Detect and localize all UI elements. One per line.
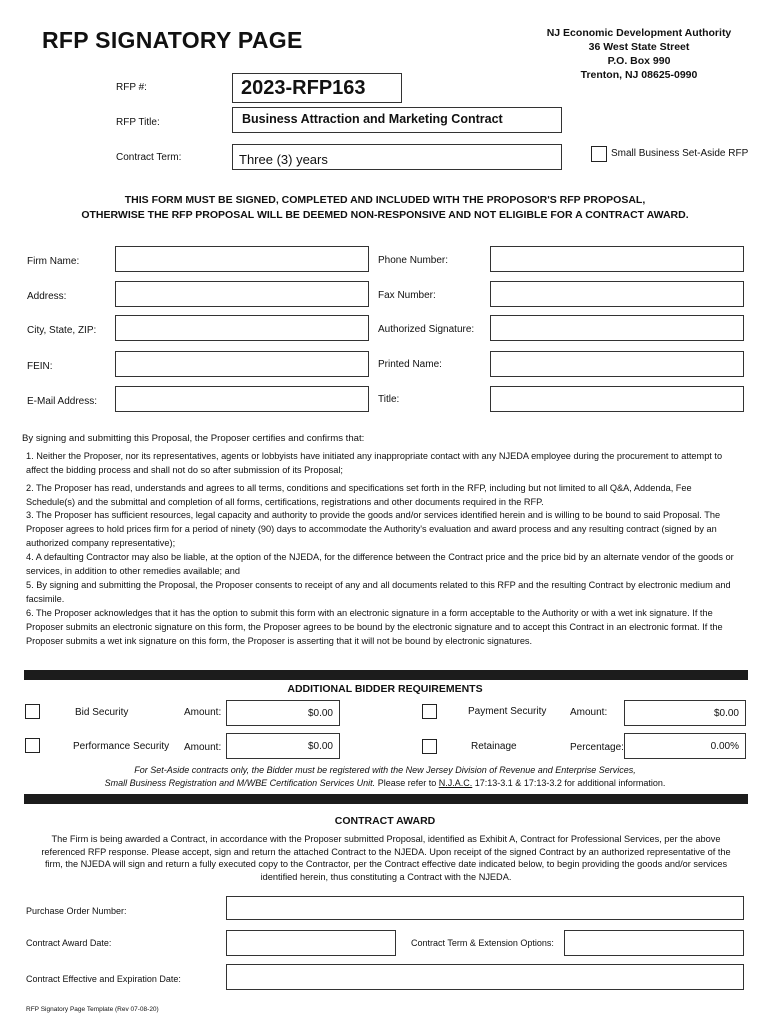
- contract-term-label: Contract Term:: [116, 152, 182, 163]
- rfp-title-label: RFP Title:: [116, 117, 160, 128]
- certify-item-2: 2. The Proposer has read, understands and agrees to all terms, conditions and specifications set forth in the RFP, including but not limited to all Q&A, Addenda, Fee Schedule(s) and the submittal and completion of all forms, certifications, registrations and other documents required in the RFP.: [26, 483, 692, 508]
- warning-line-2: OTHERWISE THE RFP PROPOSAL WILL BE DEEMED NON-RESPONSIVE AND NOT ELIGIBLE FOR A CONTRACT AWARD.: [81, 209, 689, 221]
- certify-item-5: 5. By signing and submitting the Proposal, the Proposer consents to receipt of any and all documents related to this RFP and the resulting Contract by electronic medium and facsimile.: [26, 580, 731, 605]
- rfp-number-label: RFP #:: [116, 82, 147, 93]
- city-state-zip-input[interactable]: [115, 315, 369, 341]
- retainage-checkbox[interactable]: [422, 739, 437, 754]
- percentage-label: Percentage:: [570, 742, 624, 753]
- rfp-title-field[interactable]: Business Attraction and Marketing Contract: [232, 107, 562, 133]
- po-number-input[interactable]: [226, 896, 744, 920]
- org-pobox: P.O. Box 990: [607, 55, 671, 67]
- org-street: 36 West State Street: [588, 41, 690, 53]
- rfp-number-field[interactable]: 2023-RFP163: [232, 73, 402, 103]
- org-name: NJ Economic Development Authority: [546, 27, 732, 39]
- title-label: Title:: [378, 394, 400, 405]
- po-number-label: Purchase Order Number:: [26, 906, 127, 916]
- certify-intro: By signing and submitting this Proposal, the Proposer certifies and confirms that:: [22, 433, 365, 444]
- signature-input[interactable]: [490, 315, 744, 341]
- org-address: [524, 26, 754, 82]
- performance-amount-label: Amount:: [184, 742, 222, 753]
- section-divider: [24, 670, 748, 680]
- set-aside-label: Small Business Set-Aside RFP: [611, 148, 749, 159]
- award-date-input[interactable]: [226, 930, 396, 956]
- bid-security-checkbox[interactable]: [25, 704, 40, 719]
- effective-expiration-label: Contract Effective and Expiration Date:: [26, 974, 181, 984]
- set-aside-note-line-2: [0, 778, 770, 788]
- njac-link[interactable]: N.J.A.C.: [438, 778, 473, 788]
- city-state-zip-label: City, State, ZIP:: [27, 325, 97, 336]
- firm-name-input[interactable]: [115, 246, 369, 272]
- certify-item-1: 1. Neither the Proposer, nor its representatives, agents or lobbyists have initiated any inappropriate contact with any NJEDA employee during the procurement to attempt to affect the bidding process and shall not do so after submission of its Proposal;: [26, 451, 723, 476]
- contract-award-heading: CONTRACT AWARD: [334, 815, 436, 827]
- fein-label: FEIN:: [27, 361, 53, 372]
- bid-security-label: Bid Security: [75, 707, 129, 718]
- printed-name-label: Printed Name:: [378, 359, 442, 370]
- note-refer-text: Please refer to: [377, 778, 437, 788]
- performance-security-checkbox[interactable]: [25, 738, 40, 753]
- bid-amount-label: Amount:: [184, 707, 222, 718]
- retainage-label: Retainage: [471, 741, 517, 752]
- email-input[interactable]: [115, 386, 369, 412]
- phone-input[interactable]: [490, 246, 744, 272]
- payment-amount-label: Amount:: [570, 707, 608, 718]
- set-aside-note-line-1: For Set-Aside contracts only, the Bidder must be registered with the New Jersey Division of Revenue and Enterprise Services,: [134, 765, 636, 775]
- set-aside-checkbox[interactable]: [591, 146, 607, 162]
- certify-item-6: 6. The Proposer acknowledges that it has the option to submit this form with an electronic signature in a form acceptable to the Authority or with a wet ink signature. If the Proposer submits an electronic signature on this form, the Proposer agrees to be bound by the electronic signature and to accept this Contract in an electronic format. If the Proposer submits a wet ink signature on this form, the Proposer is asserting that it will not be bound by electronic signatures.: [26, 608, 723, 647]
- printed-name-input[interactable]: [490, 351, 744, 377]
- note-unit-text: Small Business Registration and M/WBE Certification Services Unit.: [104, 778, 376, 788]
- payment-security-checkbox[interactable]: [422, 704, 437, 719]
- signature-label: Authorized Signature:: [378, 324, 475, 335]
- additional-requirements-heading: ADDITIONAL BIDDER REQUIREMENTS: [287, 683, 483, 695]
- phone-label: Phone Number:: [378, 255, 449, 266]
- contract-award-text: The Firm is being awarded a Contract, in accordance with the Proposer submitted Proposal, identified as Exhibit A, Contract for Professional Services, per the above referenced RFP response. Please accept, sign and return the attached Contract to the NJEDA. Upon receipt of the signed Contract by an authorized representative of the firm, the NJEDA will sign and return a fully executed copy to the Contractor, per the Contract effective date indicated below, to begin providing the goods and/or services identified herein, thus constituting a Contract with the NJEDA.: [41, 834, 731, 882]
- certify-item-4: 4. A defaulting Contractor may also be liable, at the option of the NJEDA, for the difference between the Contract price and the price bid by an alternate vendor of the goods or services, in addition to other remedies available; and: [26, 552, 734, 577]
- term-extension-input[interactable]: [564, 930, 744, 956]
- performance-security-label: Performance Security: [73, 741, 170, 752]
- footer-template-id: RFP Signatory Page Template (Rev 07-08-20): [26, 1006, 159, 1013]
- org-city: Trenton, NJ 08625-0990: [580, 69, 698, 81]
- email-label: E-Mail Address:: [27, 396, 98, 407]
- address-input[interactable]: [115, 281, 369, 307]
- performance-amount-input[interactable]: $0.00: [226, 733, 340, 759]
- warning-line-1: THIS FORM MUST BE SIGNED, COMPLETED AND INCLUDED WITH THE PROPOSOR'S RFP PROPOSAL,: [124, 194, 646, 206]
- percentage-input[interactable]: 0.00%: [624, 733, 746, 759]
- payment-amount-input[interactable]: $0.00: [624, 700, 746, 726]
- note-citation-text: 17:13-3.1 & 17:13-3.2 for additional information.: [474, 778, 666, 788]
- effective-expiration-input[interactable]: [226, 964, 744, 990]
- contract-term-field[interactable]: Three (3) years: [232, 144, 562, 170]
- fax-label: Fax Number:: [378, 290, 436, 301]
- address-label: Address:: [27, 291, 67, 302]
- section-divider-2: [24, 794, 748, 804]
- firm-name-label: Firm Name:: [27, 256, 80, 267]
- bid-amount-input[interactable]: $0.00: [226, 700, 340, 726]
- term-extension-label: Contract Term & Extension Options:: [411, 938, 554, 948]
- payment-security-label: Payment Security: [468, 706, 547, 717]
- page-title: RFP SIGNATORY PAGE: [42, 27, 303, 53]
- fein-input[interactable]: [115, 351, 369, 377]
- title-input[interactable]: [490, 386, 744, 412]
- award-date-label: Contract Award Date:: [26, 938, 112, 948]
- certify-item-3: 3. The Proposer has sufficient resources, legal capacity and authority to provide the goods and/or services identified herein and is willing to be bound to said Proposal. The Proposer agrees to hold prices firm for a period of ninety (90) days to accommodate the Authority's evaluation and award process and any resulting contract (signed by an authorized company representative);: [26, 510, 721, 549]
- fax-input[interactable]: [490, 281, 744, 307]
